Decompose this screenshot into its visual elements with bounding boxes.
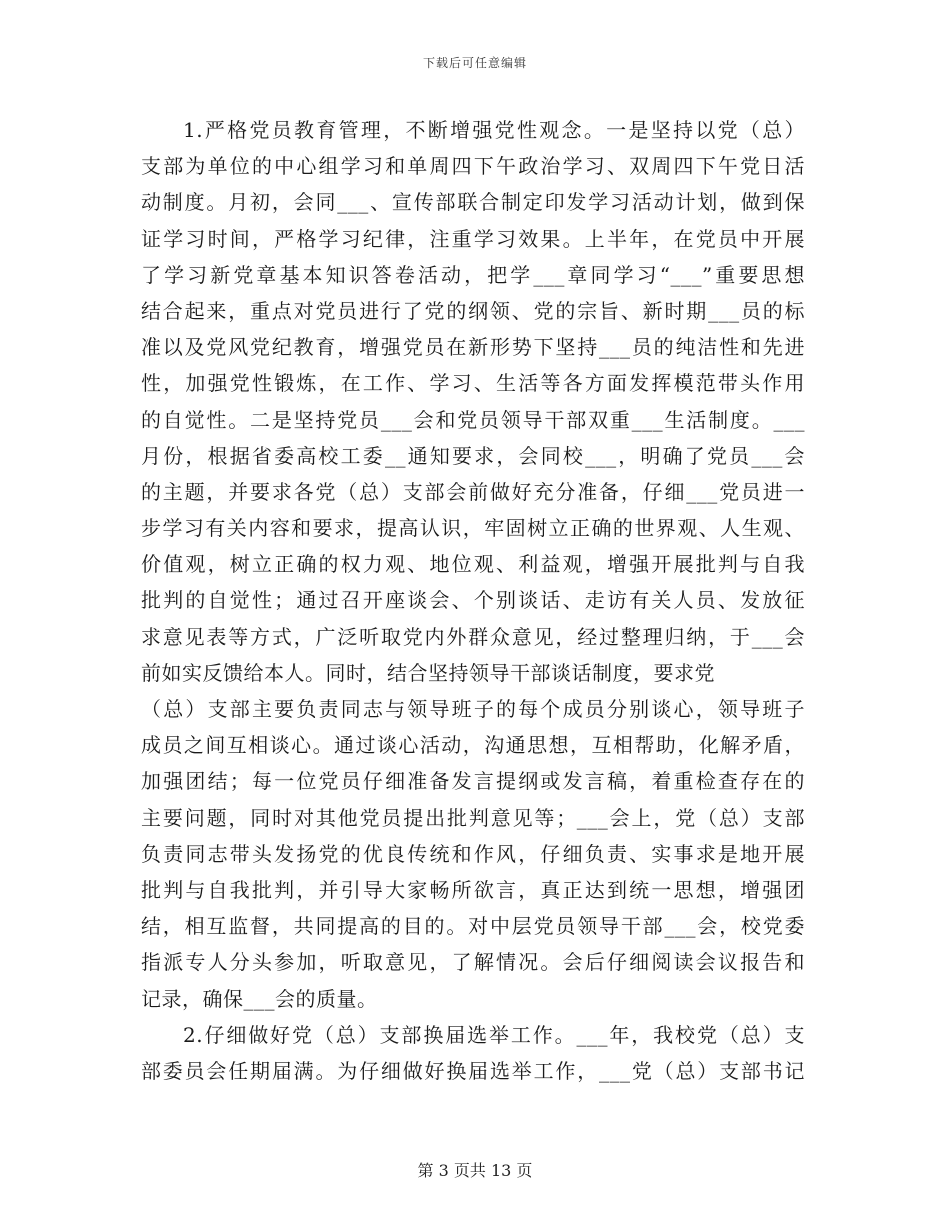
text-line: 成员之间互相谈心。通过谈心活动，沟通思想，互相帮助，化解矛盾， [141, 733, 805, 758]
text-line: 结，相互监督，共同提高的目的。对中层党员领导干部___会，校党委 [141, 914, 805, 939]
text-line: 了学习新党章基本知识答卷活动，把学___章同学习“___”重要思想 [141, 262, 805, 287]
text-line: 月份，根据省委高校工委__通知要求，会同校___，明确了党员___会 [141, 443, 805, 468]
text-line: 价值观，树立正确的权力观、地位观、利益观，增强开展批判与自我 [141, 552, 805, 577]
text-line: 批判的自觉性；通过召开座谈会、个别谈话、走访有关人员、发放征 [141, 588, 805, 613]
text-line: 指派专人分头参加，听取意见，了解情况。会后仔细阅读会议报告和 [141, 950, 805, 975]
text-line: 加强团结；每一位党员仔细准备发言提纲或发言稿，着重检查存在的 [141, 769, 805, 794]
text-line: 求意见表等方式，广泛听取党内外群众意见，经过整理归纳，于___会 [141, 624, 805, 649]
text-line: 准以及党风党纪教育，增强党员在新形势下坚持___员的纯洁性和先进 [141, 335, 805, 360]
text-line: 结合起来，重点对党员进行了党的纲领、党的宗旨、新时期___员的标 [141, 298, 805, 323]
text-line: 支部为单位的中心组学习和单周四下午政治学习、双周四下午党日活 [141, 154, 805, 179]
page-number: 第 3 页共 13 页 [417, 1161, 533, 1180]
text-line: 负责同志带头发扬党的优良传统和作风，仔细负责、实事求是地开展 [141, 841, 805, 866]
text-line: 前如实反馈给本人。同时，结合坚持领导干部谈话制度，要求党 [141, 660, 715, 685]
document-body [141, 112, 805, 1089]
text-line: 主要问题，同时对其他党员提出批判意见等；___会上，党（总）支部 [141, 805, 805, 830]
text-line: 步学习有关内容和要求，提高认识，牢固树立正确的世界观、人生观、 [141, 516, 805, 541]
text-line: 的主题，并要求各党（总）支部会前做好充分准备，仔细___党员进一 [141, 479, 805, 504]
text-line: 批判与自我批判，并引导大家畅所欲言，真正达到统一思想，增强团 [141, 877, 805, 902]
text-line: 部委员会任期届满。为仔细做好换届选举工作，___党（总）支部书记 [141, 1058, 805, 1083]
text-line: 证学习时间，严格学习纪律，注重学习效果。上半年，在党员中开展 [141, 226, 805, 251]
text-line: 动制度。月初，会同___、宣传部联合制定印发学习活动计划，做到保 [141, 190, 805, 215]
text-line: 1.严格党员教育管理，不断增强党性观念。一是坚持以党（总） [183, 118, 805, 142]
text-line: 记录，确保___会的质量。 [141, 986, 378, 1011]
page-header: 下载后可任意编辑 [422, 56, 527, 70]
text-line: 性，加强党性锻炼，在工作、学习、生活等各方面发挥模范带头作用 [141, 371, 805, 396]
text-line: （总）支部主要负责同志与领导班子的每个成员分别谈心，领导班子 [141, 697, 805, 721]
text-line: 2.仔细做好党（总）支部换届选举工作。___年，我校党（总）支 [183, 1022, 805, 1047]
text-line: 的自觉性。二是坚持党员___会和党员领导干部双重___生活制度。___ [141, 407, 805, 432]
